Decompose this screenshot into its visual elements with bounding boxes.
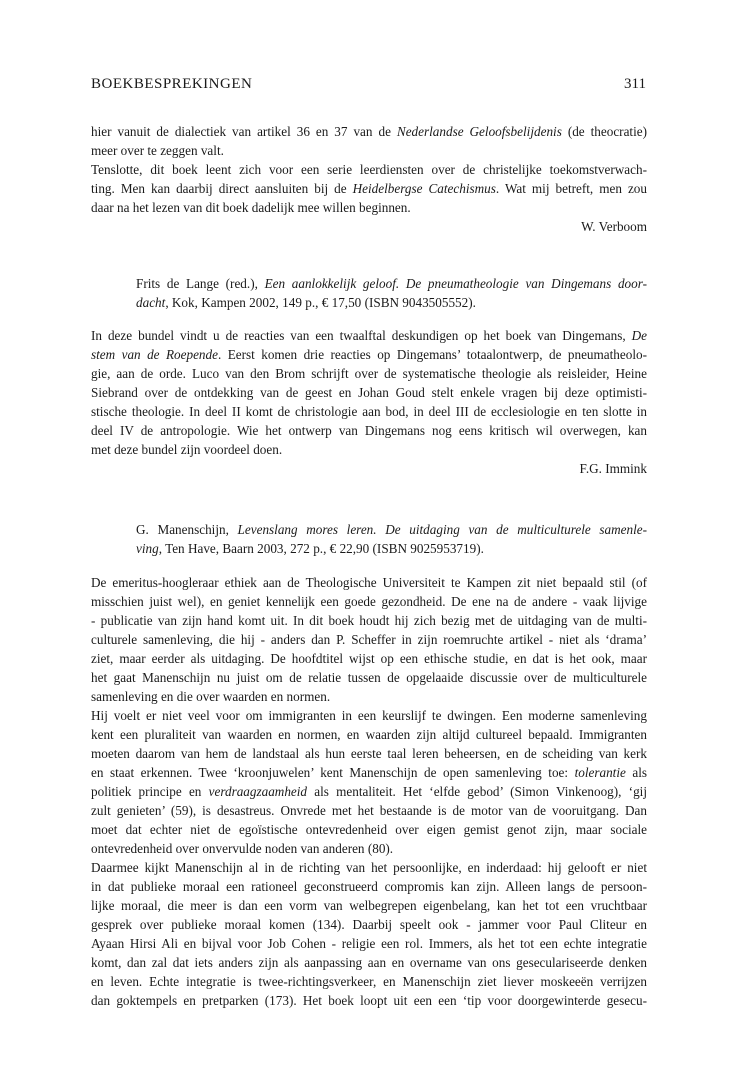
text-line: - publicatie van zijn hand komt uit. In dit boek houdt hij zich bezig met de uitdaging van de multi-: [91, 613, 647, 628]
text-line: moet dat echter niet de egoïstische ontevredenheid over eigen gemist genot zijn, maar sociale: [91, 822, 647, 837]
book-reference-2: [136, 274, 647, 312]
page-number: 311: [624, 76, 646, 92]
text-line: dan goktempels en pretparken (173). Het boek loopt uit een een ‘tip voor doorgewinterde gesecu-: [91, 993, 647, 1008]
review-1-text: [91, 122, 647, 236]
reference-line: G. Manenschijn, Levenslang mores leren. De uitdaging van de multiculturele samenle-: [136, 522, 647, 537]
text-line: gie, aan de orde. Luco van den Brom schrijft over de systematische theologie als reisleider, Heine: [91, 366, 647, 381]
text-line: kent een pluraliteit van waarden en normen, en waarden zijn altijd cultureel bepaald. Immigranten: [91, 727, 647, 742]
text-line: en leven. Echte integratie is twee-richtingsverkeer, en Manenschijn ziet liever moskeeën verrijzen: [91, 974, 647, 989]
reviewer-signature: W. Verboom: [581, 219, 647, 234]
text-line: Ayaan Hirsi Ali en bijval voor Job Cohen - religie een rol. Immers, als het tot een echte integratie: [91, 936, 647, 951]
text-line: gesprek over publieke moraal komen (134). Daarbij speelt ook - jammer voor Paul Cliteur en: [91, 917, 647, 932]
text-line: stische theologie. In deel II komt de christologie aan bod, in deel III de ecclesiologie en ten slotte in: [91, 404, 647, 419]
text-line: In deze bundel vindt u de reacties van een twaalftal deskundigen op het boek van Dingemans, De: [91, 328, 647, 343]
text-line: Siebrand over de ontdekking van de geest en Johan Goud stelt enkele vragen bij deze optimisti-: [91, 385, 647, 400]
reference-line: ving, Ten Have, Baarn 2003, 272 p., € 22,90 (ISBN 9025953719).: [136, 541, 484, 556]
text-line: deel IV de antropologie. Wie het ontwerp van Dingemans nog eens kritisch wil overwegen, kan: [91, 423, 647, 438]
text-line: culturele samenleving, die hij - anders dan P. Scheffer in zijn roemruchte artikel - niet als ‘drama’: [91, 632, 647, 647]
text-line: het gaat Manenschijn nu juist om de relatie tussen de opgelaaide discussie over de multiculturele: [91, 670, 647, 685]
text-line: meer over te zeggen valt.: [91, 143, 224, 158]
running-header-title: BOEKBESPREKINGEN: [91, 76, 253, 92]
text-line: moeten daarom van hem de landstaal als hun eerste taal leren beheersen, en de scheiding van kerk: [91, 746, 647, 761]
reviewer-signature: F.G. Immink: [579, 461, 647, 476]
reference-line: dacht, Kok, Kampen 2002, 149 p., € 17,50 (ISBN 9043505552).: [136, 295, 476, 310]
text-line: ontevredenheid over onvervulde noden van anderen (80).: [91, 841, 394, 856]
text-line: en staat erkennen. Twee ‘kroonjuwelen’ kent Manenschijn de open samenleving toe: tolerantie als: [91, 765, 647, 780]
text-line: Tenslotte, dit boek leent zich voor een serie leerdiensten over de christelijke toekomstverwach-: [91, 162, 647, 177]
review-3-text: [91, 573, 647, 1010]
text-line: samenleving en die over waarden en normen.: [91, 689, 331, 704]
text-line: Daarmee kijkt Manenschijn al in de richting van het persoonlijke, en inderdaad: hij gelooft er niet: [91, 860, 647, 875]
text-line: daar na het lezen van dit boek dadelijk mee willen beginnen.: [91, 200, 411, 215]
reference-line: Frits de Lange (red.), Een aanlokkelijk geloof. De pneumatheologie van Dingemans door-: [136, 276, 647, 291]
text-line: lijke moraal, die meer is dan een vorm van welbegrepen eigenbelang, kan het tot een vruchtbaar: [91, 898, 647, 913]
text-line: politiek principe en verdraagzaamheid als mentaliteit. Het ‘elfde gebod’ (Simon Vinkenoog), ‘gij: [91, 784, 647, 799]
text-line: komt, dan zal dat iets anders zijn als aanpassing aan en overname van ons geseculariseerde denken: [91, 955, 647, 970]
text-line: hier vanuit de dialectiek van artikel 36 en 37 van de Nederlandse Geloofsbelijdenis (de theocratie): [91, 124, 648, 139]
text-line: stem van de Roepende. Eerst komen drie reacties op Dingemans’ totaalontwerp, de pneumatheolo-: [91, 347, 647, 362]
text-line: ziet, maar eerder als uitdaging. De hoofdtitel wijst op een ethische studie, en dat is het ook, maar: [91, 651, 647, 666]
text-line: ting. Men kan daarbij direct aansluiten bij de Heidelbergse Catechismus. Wat mij betreft, men zou: [91, 181, 647, 196]
text-line: met deze bundel zijn voordeel doen.: [91, 442, 283, 457]
book-reference-3: [136, 520, 647, 558]
text-line: misschien juist wel), en geniet kennelijk een goede gezondheid. De ene na de andere - vaak lijvige: [91, 594, 647, 609]
text-line: zult genieten’ (59), is desastreus. Onvrede met het bestaande is de motor van de vooruitgang. Dan: [91, 803, 647, 818]
text-line: in dat publieke moraal een rationeel geconstrueerd compromis kan zijn. Alleen langs de persoon-: [91, 879, 647, 894]
review-2-text: [91, 326, 647, 478]
text-line: De emeritus-hoogleraar ethiek aan de Theologische Universiteit te Kampen zit niet bepaald stil (of: [91, 575, 647, 590]
text-line: Hij voelt er niet veel voor om immigranten in een keurslijf te dwingen. Een moderne samenleving: [91, 708, 647, 723]
